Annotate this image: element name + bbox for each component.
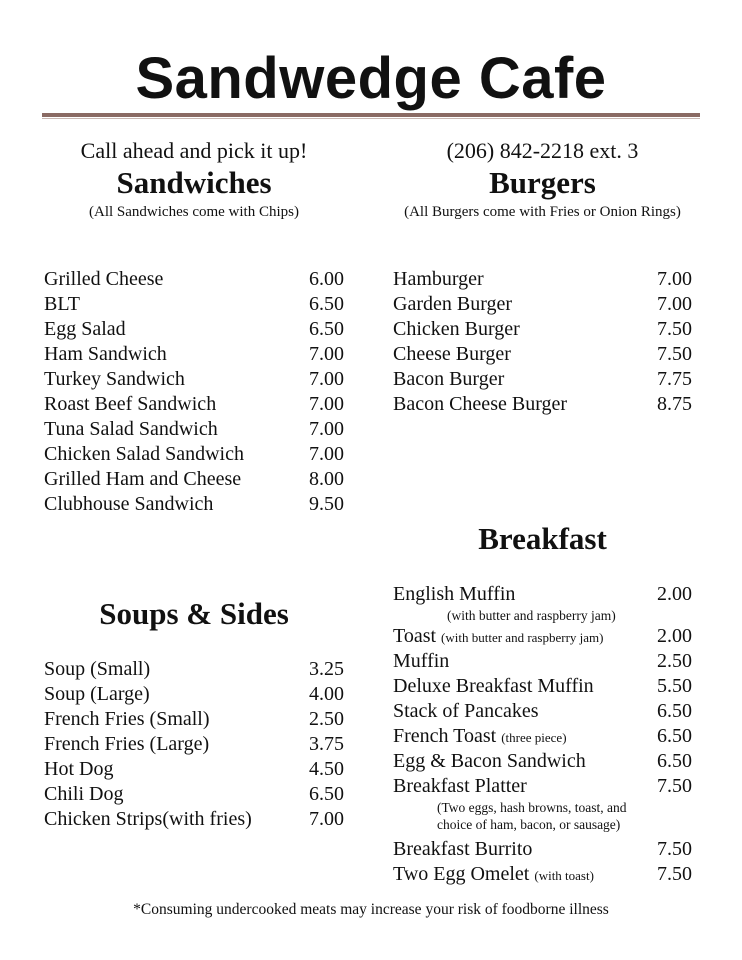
menu-item [393,267,692,292]
menu-item [393,837,692,862]
menu-item [44,267,344,292]
menu-item [44,707,344,732]
burgers-heading: Burgers [489,165,596,200]
item-price: 7.50 [657,863,692,885]
item-price: 2.00 [657,625,692,647]
item-price: 3.75 [309,733,344,755]
menu-item [393,367,692,392]
item-name: Egg & Bacon Sandwich [393,750,586,772]
title-divider-shadow [42,118,700,119]
breakfast-list [393,582,692,887]
menu-item [44,392,344,417]
item-name: Soup (Small) [44,658,151,680]
item-description: (with butter and raspberry jam) [447,608,616,623]
menu-item [393,774,692,799]
item-inline-note: (with toast) [534,868,594,883]
breakfast-heading: Breakfast [478,521,607,556]
item-price: 8.00 [309,468,344,490]
item-name: Soup (Large) [44,683,150,705]
item-price: 6.50 [657,700,692,722]
item-price: 4.50 [309,758,344,780]
item-name: Bacon Burger [393,368,505,390]
menu-item [393,624,692,649]
item-price: 7.00 [657,268,692,290]
item-name: Muffin [393,650,450,672]
cafe-title: Sandwedge Cafe [135,46,607,111]
menu-item [44,442,344,467]
item-price: 6.00 [309,268,344,290]
menu-item [393,342,692,367]
menu-item [44,807,344,832]
item-inline-note: (with butter and raspberry jam) [441,630,604,645]
item-name [44,807,252,832]
item-name: Chili Dog [44,783,124,805]
item-price: 9.50 [309,493,344,515]
menu-item [393,749,692,774]
item-name-main: Toast [393,625,437,647]
item-price: 7.50 [657,343,692,365]
menu-item [44,657,344,682]
item-price: 7.75 [657,368,692,390]
sandwiches-header [44,138,344,222]
menu-item [44,467,344,492]
item-name: Deluxe Breakfast Muffin [393,675,594,697]
item-name: Cheese Burger [393,343,511,365]
item-name [393,862,594,888]
menu-item [393,862,692,887]
item-name: Grilled Cheese [44,268,164,290]
sandwiches-heading: Sandwiches [116,165,272,200]
item-name: Breakfast Burrito [393,838,533,860]
item-name: Grilled Ham and Cheese [44,468,242,490]
burgers-header [393,138,692,222]
item-name: Clubhouse Sandwich [44,493,214,515]
sandwiches-note: (All Sandwiches come with Chips) [89,204,299,220]
item-name: French Fries (Small) [44,708,210,730]
item-price: 7.00 [309,808,344,830]
item-price: 7.50 [657,775,692,797]
menu-item [44,417,344,442]
item-name: Chicken Burger [393,318,520,340]
item-name-main: Two Egg Omelet [393,863,530,885]
item-name: Hot Dog [44,758,114,780]
menu-item [44,317,344,342]
menu-item [44,342,344,367]
item-name-main: Chicken Strips [44,808,163,830]
item-price: 2.50 [309,708,344,730]
item-price: 6.50 [309,783,344,805]
menu-item [393,317,692,342]
sandwiches-list [44,267,344,517]
menu-item [393,699,692,724]
item-price: 4.00 [309,683,344,705]
item-price: 7.00 [309,393,344,415]
item-name: Garden Burger [393,293,513,315]
burgers-note: (All Burgers come with Fries or Onion Rings) [404,204,681,220]
item-name: Breakfast Platter [393,775,527,797]
soups-sides-heading: Soups & Sides [99,596,289,631]
item-price: 2.50 [657,650,692,672]
menu-item [44,757,344,782]
item-name: Bacon Cheese Burger [393,393,568,415]
tagline: Call ahead and pick it up! [80,138,308,163]
menu-item [393,582,692,607]
item-price: 7.50 [657,838,692,860]
menu-item [393,292,692,317]
disclaimer: *Consuming undercooked meats may increase your risk of foodborne illness [133,901,609,918]
title-divider [42,113,700,117]
item-price: 3.25 [309,658,344,680]
item-name: Turkey Sandwich [44,368,185,390]
item-description: choice of ham, bacon, or sausage) [437,817,621,832]
menu-item [44,682,344,707]
item-name: Chicken Salad Sandwich [44,443,244,465]
item-name-main: French Toast [393,725,497,747]
item-name [393,724,567,750]
item-price: 7.00 [309,368,344,390]
item-price: 7.00 [657,293,692,315]
menu-item [44,367,344,392]
menu-item [393,649,692,674]
item-price: 8.75 [657,393,692,415]
menu-item [393,392,692,417]
item-name-extra: (with fries) [162,808,252,830]
menu-item [44,782,344,807]
item-name: Stack of Pancakes [393,700,539,722]
item-name: English Muffin [393,583,516,605]
item-price: 7.00 [309,343,344,365]
item-price: 6.50 [309,318,344,340]
item-inline-note: (three piece) [501,730,567,745]
item-name: Tuna Salad Sandwich [44,418,218,440]
item-price: 2.00 [657,583,692,605]
item-name [393,624,604,650]
menu-item [393,674,692,699]
item-price: 7.50 [657,318,692,340]
item-name: Egg Salad [44,318,126,340]
item-name: Roast Beef Sandwich [44,393,217,415]
item-description: (Two eggs, hash browns, toast, and [437,800,627,815]
burgers-list [393,267,692,417]
menu-item [44,492,344,517]
item-name: BLT [44,293,80,315]
item-price: 5.50 [657,675,692,697]
phone-number: (206) 842-2218 ext. 3 [446,138,639,163]
menu-item [393,724,692,749]
item-price: 7.00 [309,418,344,440]
soups-sides-list [44,657,344,832]
item-price: 7.00 [309,443,344,465]
item-price: 6.50 [657,750,692,772]
item-price: 6.50 [657,725,692,747]
menu-item [44,292,344,317]
item-name: Ham Sandwich [44,343,167,365]
menu-item [44,732,344,757]
item-name: French Fries (Large) [44,733,210,755]
item-price: 6.50 [309,293,344,315]
item-name: Hamburger [393,268,484,290]
